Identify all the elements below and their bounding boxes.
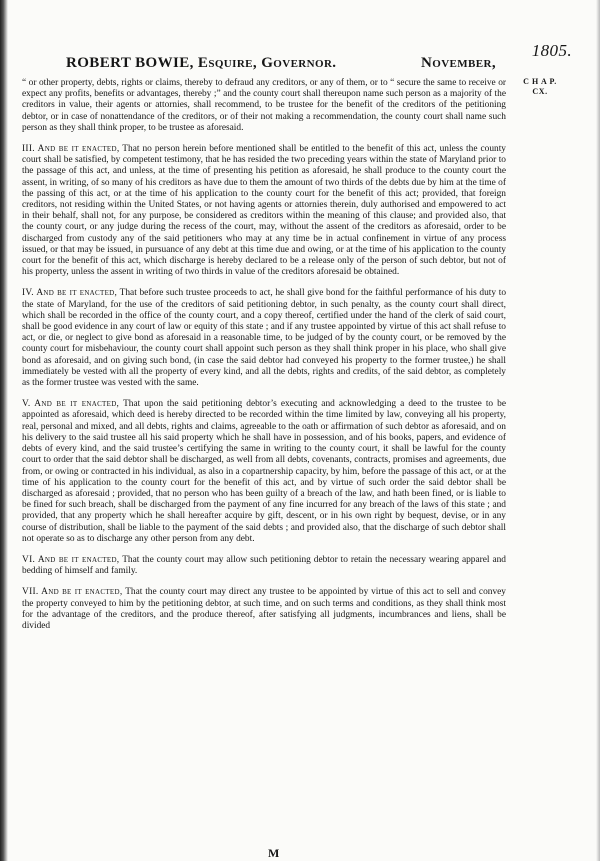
section-lead: III. And be it enacted, (22, 144, 120, 155)
running-title: ROBERT BOWIE, Esquire, Governor. (66, 55, 337, 71)
document-body (22, 78, 506, 642)
section-lead: V. And be it enacted, (22, 399, 120, 410)
section-5 (22, 399, 506, 545)
header-year: 1805. (531, 41, 572, 60)
section-text: That upon the said petitioning debtor’s executing and acknowledging a deed to the trustee to be appointed as aforesaid, which deed is hereby directed to be recorded within the time limited by law, conveying all his property, real, personal and mixed, and all debts, rights and claims, agreeable to the oath or affirmation of such debtor as aforesaid, and on his delivery to the said trustee all his said property which he shall have in possession, and of his books, papers, and evidence of debts of every kind, and the said trustee’s certifying the same in writing to the county court, it shall be lawful for the county court to order that the said debtor shall be discharged, as well from all debts, covenants, contracts, promises and agreements, due from, or owing or contracted in his individual, as also in a copartnership capacity, by him, before the passage of this act, or at the time of his application to the county court for the benefit of this act, and by virtue of such order the said debtor shall be discharged as aforesaid ; provided, that no person who has been guilty of a breach of the law, and hath been fined, or is liable to be fined for such breach, shall be discharged from the payment of any fine incurred for any breach of the laws of this state ; and provided, that any property which he shall hereafter acquire by gift, descent, or in his own right by bequest, devise, or in any course of distribution, shall be liable to the payment of the said debts ; and provided also, that the discharge of such debtor shall not operate so as to discharge any other person from any debt. (22, 399, 506, 544)
section-7 (22, 587, 506, 632)
chapter-label: C H A P. (523, 77, 557, 86)
section-text: That before such trustee proceeds to act, he shall give bond for the faithful performance of his duty to the state of Maryland, for the use of the creditors of said petitioning debtor, in such penalty, as the county court shall direct, which shall be recorded in the office of the county court, and a copy thereof, certified under the hand of the clerk of said court, shall be good evidence in any court of law or equity of this state ; and if any trustee appointed by virtue of this act shall refuse to act, or die, or neglect to give bond as aforesaid in a reasonable time, to be judged of by the county court, or be removed by the county court for misbehaviour, the county court shall appoint such person as they shall think proper in his place, who shall give bond as aforesaid, and on giving such bond, (in case the said debtor had conveyed his property to the former trustee,) he shall immediately be vested with all the property of every kind, and all the debts, rights and credits, of the said debtor, as completely as the former trustee was vested with the same. (22, 288, 507, 389)
section-3 (22, 144, 506, 278)
section-6 (22, 555, 506, 577)
chapter-number: CX. (532, 87, 548, 96)
page-edge (596, 0, 600, 861)
section-continuation (22, 78, 506, 134)
chapter-marker (510, 77, 570, 97)
section-lead: VII. And be it enacted, (22, 587, 123, 598)
signature-mark: M (268, 846, 280, 860)
page-header (66, 41, 572, 79)
section-text: That no person herein before mentioned shall be entitled to the benefit of this act, unless the county court shall be satisfied, by competent testimony, that he has resided the two preceding years within the state of Maryland prior to the passage of this act, and unless, at the time of presenting his petition as aforesaid, he shall produce to the county court the assent, in writing, of so many of his creditors as have due to them the amount of two thirds of the debts due by him at the time of the passing of this act, or at the time of his application to the county court for the benefit of this act; provided, that foreign creditors, not residing within the United States, or not having agents or attornies therein, duly authorised and empowered to act in their behalf, shall not, for any purpose, be considered as creditors within the meaning of this clause; and provided also, that the county court, or any judge during the recess of the court, may, without the assent of the creditors as aforesaid, order to be discharged from custody any of the said petitioners who may at any time be in actual confinement in virtue of any process issued, or that may be issued, in pursuance of any debt at this time due and owing, or at the time of his application to the county court for the benefit of this act, which discharge is hereby declared to be a release only of the person of such debtor, but not of his property, unless the assent in writing of two thirds in value of the creditors aforesaid be obtained. (22, 144, 506, 278)
section-text: That the county court may direct any trustee to be appointed by virtue of this act to sell and convey the property conveyed to him by the petitioning debtor, at such time, and on such terms and conditions, as they shall think most for the advantage of the creditors, and the produce thereof, after satisfying all judgments, incumbrances and liens, shall be divided (22, 587, 506, 631)
header-month: November, (421, 55, 497, 71)
section-text: That the county court may allow such petitioning debtor to retain the necessary wearing apparel and bedding of himself and family. (22, 554, 506, 577)
section-lead: IV. And be it enacted, (22, 288, 118, 299)
section-4 (22, 288, 506, 389)
section-lead: VI. And be it enacted, (22, 554, 120, 565)
section-text: “ or other property, debts, rights or claims, thereby to defraud any creditors, or any of them, or to “ secure the same to receive or expect any profits, benefits or advantages, thereby ;” and the county court shall thereupon name such person as a majority of the creditors in value, their agents or attornies, shall recommend, to be trustee for the benefit of the creditors of the petitioning debtor, or in case of nonattendance of the creditors, or of their not making a recommendation, the county court shall name such person as they shall think proper, to be trustee as aforesaid. (22, 78, 506, 133)
